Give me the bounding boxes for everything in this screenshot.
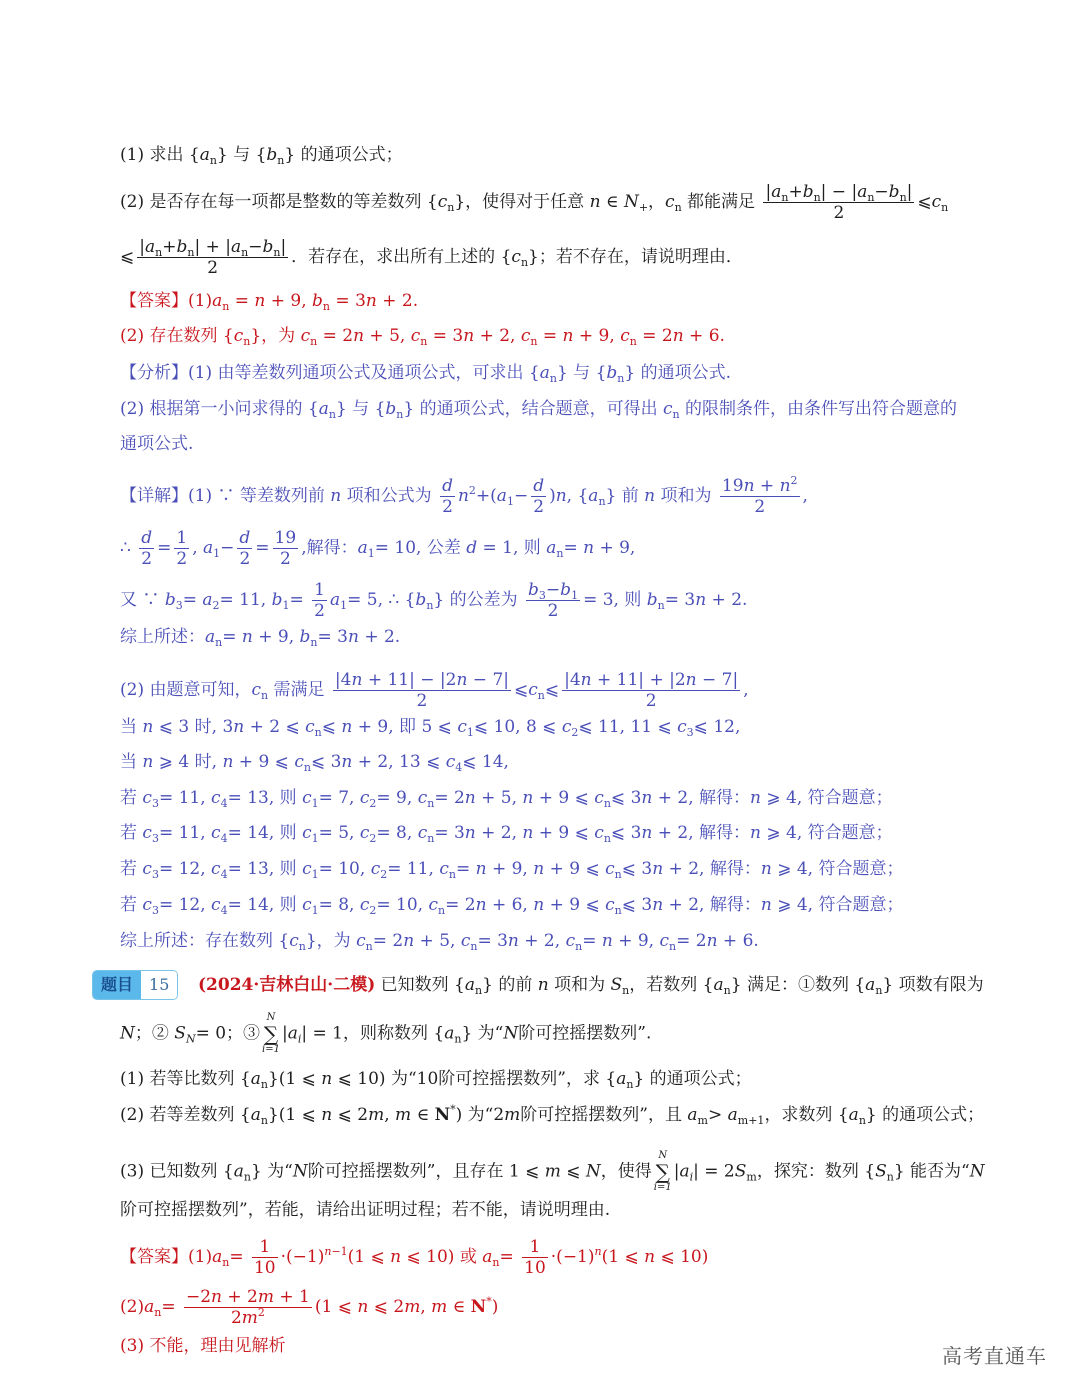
analysis-tag: 【分析】 xyxy=(120,363,188,383)
p14-detail-9: 若 $c_3= 11$, $c_4= 14$, 则 $c_1= 5$, $c_2= 8$, $c_n= 3n + 2$, n + 9 ⩽ $c_n⩽$ 3n + 2, 解得：n ⩾ 4, 符合题意； xyxy=(120,823,893,845)
p15-question-2: (2) 若等差数列 $\{a_n\}(1$ ⩽ n ⩽ 2m, m ∈ N*) 为“2m阶可控摇摆数列”，且 $a_m> a_{m+1}$，求数列 $\{a_n\}$ 的通项公式； xyxy=(120,1103,985,1127)
p14-detail-11: 若 $c_3= 12$, $c_4= 14$, 则 $c_1= 8$, $c_2= 10$, $c_n= 2n + 6$, n + 9 ⩽ $c_n⩽$ 3n + 2, 解得：n ⩾ 4, 符合题意； xyxy=(120,895,904,917)
p14-question-2-line2: ⩽ $\frac{|a_n+b_n| + |a_n-b_n|}{2}$ ．若存在，求出所有上述的 $\{c_n\}$；若不存在，请说明理由． xyxy=(120,237,743,278)
answer-tag: 【答案】 xyxy=(120,291,188,311)
p14-question-1: (1) 求出 $\{a_n\}$ 与 $\{b_n\}$ 的通项公式； xyxy=(120,145,403,167)
detail-tag: 【详解】 xyxy=(120,486,188,506)
p15-question-3-line1: (3) 已知数列 $\{a_n\}$ 为“N阶可控摇摆数列”，且存在 1 ⩽ m ⩽ N，使得 N ∑ i=1 $|a_i| = 2S_m$，探究：数列 $\{S_n\}$ 能否为“N xyxy=(120,1150,985,1193)
p14-analysis-2-line1: (2) 根据第一小问求得的 $\{a_n\}$ 与 $\{b_n\}$ 的通项公式，结合题意，可得出 $c_n$ 的限制条件，由条件写出符合题意的 xyxy=(120,399,958,421)
p14-detail-7: 当 n ⩾ 4 时, n + 9 ⩽ $c_n⩽$ 3n + 2, 13 ⩽ $c_4⩽$ 14, xyxy=(120,752,509,774)
p15-answer-3: (3) 不能，理由见解析 xyxy=(120,1336,286,1356)
p14-detail-6: 当 n ⩽ 3 时, 3n + 2 ⩽ $c_n⩽$ n + 9, 即 5 ⩽ $c_1⩽$ 10, 8 ⩽ $c_2⩽$ 11, 11 ⩽ $c_3⩽$ 12, xyxy=(120,717,741,739)
p14-detail-8: 若 $c_3= 11$, $c_4= 13$, 则 $c_1= 7$, $c_2= 9$, $c_n= 2n + 5$, n + 9 ⩽ $c_n⩽$ 3n + 2, 解得：n ⩾ 4, 符合题意； xyxy=(120,788,893,810)
p15-question-3-line2: 阶可控摇摆数列”，若能，请给出证明过程；若不能，请说明理由. xyxy=(120,1200,611,1220)
p14-detail-5: (2) 由题意可知，$c_n$ 需满足 $\frac{|4n + 11| - |2n - 7|}{2}$ $⩽c_n⩽$ $\frac{|4n + 11| + |2n - 7|}{2}$ , xyxy=(120,670,749,711)
p14-answer-1: 【答案】$(1)a_n = n + 9$, $b_n = 3n + 2$. xyxy=(120,291,419,313)
p14-answer-2: (2) 存在数列 $\{c_n\}$，为 $c_n = 2n + 5$, $c_n = 3n + 2$, $c_n = n + 9$, $c_n = 2n + 6$. xyxy=(120,326,725,348)
problem-source: (2024·吉林白山·二模) xyxy=(198,975,376,995)
p14-detail-1: 【详解】(1) ∵ 等差数列前 n 项和公式为 $\frac{d}{2}$ $n^2+(a_1-$ $\frac{d}{2}$ )n, $\{a_n\}$ 前 n 项和为 $\frac{19n + n^2}{2}$ , xyxy=(120,474,808,517)
p14-question-2-line1: (2) 是否存在每一项都是整数的等差数列 $\{c_n\}$，使得对于任意 n ∈ $N_+$，$c_n$ 都能满足 $\frac{|a_n+b_n| - |a_n-b_n|}{2}$ $⩽c_n$ xyxy=(120,182,949,223)
answer-tag: 【答案】 xyxy=(120,1247,188,1267)
p14-detail-3: 又 ∵ $b_3= a_2= 11$, $b_1=$ $\frac{1}{2}$ $a_1= 5$, ∴ $\{b_n\}$ 的公差为 $\frac{b_3-b_1}{2}$ = 3, 则 $b_n= 3n + 2$. xyxy=(120,580,748,621)
p15-stem-line2: N；② $S_N= 0$；③ N ∑ i=1 $|a_i| = 1$，则称数列 $\{a_n\}$ 为“N阶可控摇摆数列”. xyxy=(120,1012,652,1055)
problem-badge xyxy=(92,970,178,1000)
badge-number: 15 xyxy=(141,971,177,999)
p14-analysis-2-line2: 通项公式. xyxy=(120,434,194,454)
p15-stem-line1: (2024·吉林白山·二模) 已知数列 $\{a_n\}$ 的前 n 项和为 $S_n$，若数列 $\{a_n\}$ 满足：①数列 $\{a_n\}$ 项数有限为 xyxy=(198,975,984,997)
p14-analysis-1: 【分析】(1) 由等差数列通项公式及通项公式，可求出 $\{a_n\}$ 与 $\{b_n\}$ 的通项公式. xyxy=(120,363,732,385)
p14-detail-4: 综上所述：$a_n= n + 9$, $b_n= 3n + 2$. xyxy=(120,627,401,649)
watermark: 高考直通车 xyxy=(942,1344,1047,1368)
p15-answer-2: $(2)a_n=$ $\frac{-2n + 2m + 1}{2m^2}$ (1 ⩽ n ⩽ 2m, m ∈ N*) xyxy=(120,1287,499,1328)
p14-detail-2: ∴ $\frac{d}{2}$ = $\frac{1}{2}$ , $a_1-$ $\frac{d}{2}$ = $\frac{19}{2}$ ,解得：$a_1= 10$, 公差 d = 1, 则 $a_n= n + 9$, xyxy=(120,528,636,569)
badge-label: 题目 xyxy=(93,971,141,999)
p14-detail-10: 若 $c_3= 12$, $c_4= 13$, 则 $c_1= 10$, $c_2= 11$, $c_n= n + 9$, n + 9 ⩽ $c_n⩽$ 3n + 2, 解得：n ⩾ 4, 符合题意； xyxy=(120,859,904,881)
p15-question-1: (1) 若等比数列 $\{a_n\}(1$ ⩽ n ⩽ 10) 为“10阶可控摇摆数列”，求 $\{a_n\}$ 的通项公式； xyxy=(120,1069,752,1091)
p14-detail-12: 综上所述：存在数列 $\{c_n\}$，为 $c_n= 2n + 5$, $c_n= 3n + 2$, $c_n= n + 9$, $c_n= 2n + 6$. xyxy=(120,931,759,953)
p15-answer-1: 【答案】$(1)a_n=$ $\frac{1}{10}$ $\cdot(-1)^{n-1}(1$ ⩽ n ⩽ 10) 或 $a_n=$ $\frac{1}{10}$ $\cdot(-1)^n(1$ ⩽ n ⩽ 10) xyxy=(120,1237,709,1278)
